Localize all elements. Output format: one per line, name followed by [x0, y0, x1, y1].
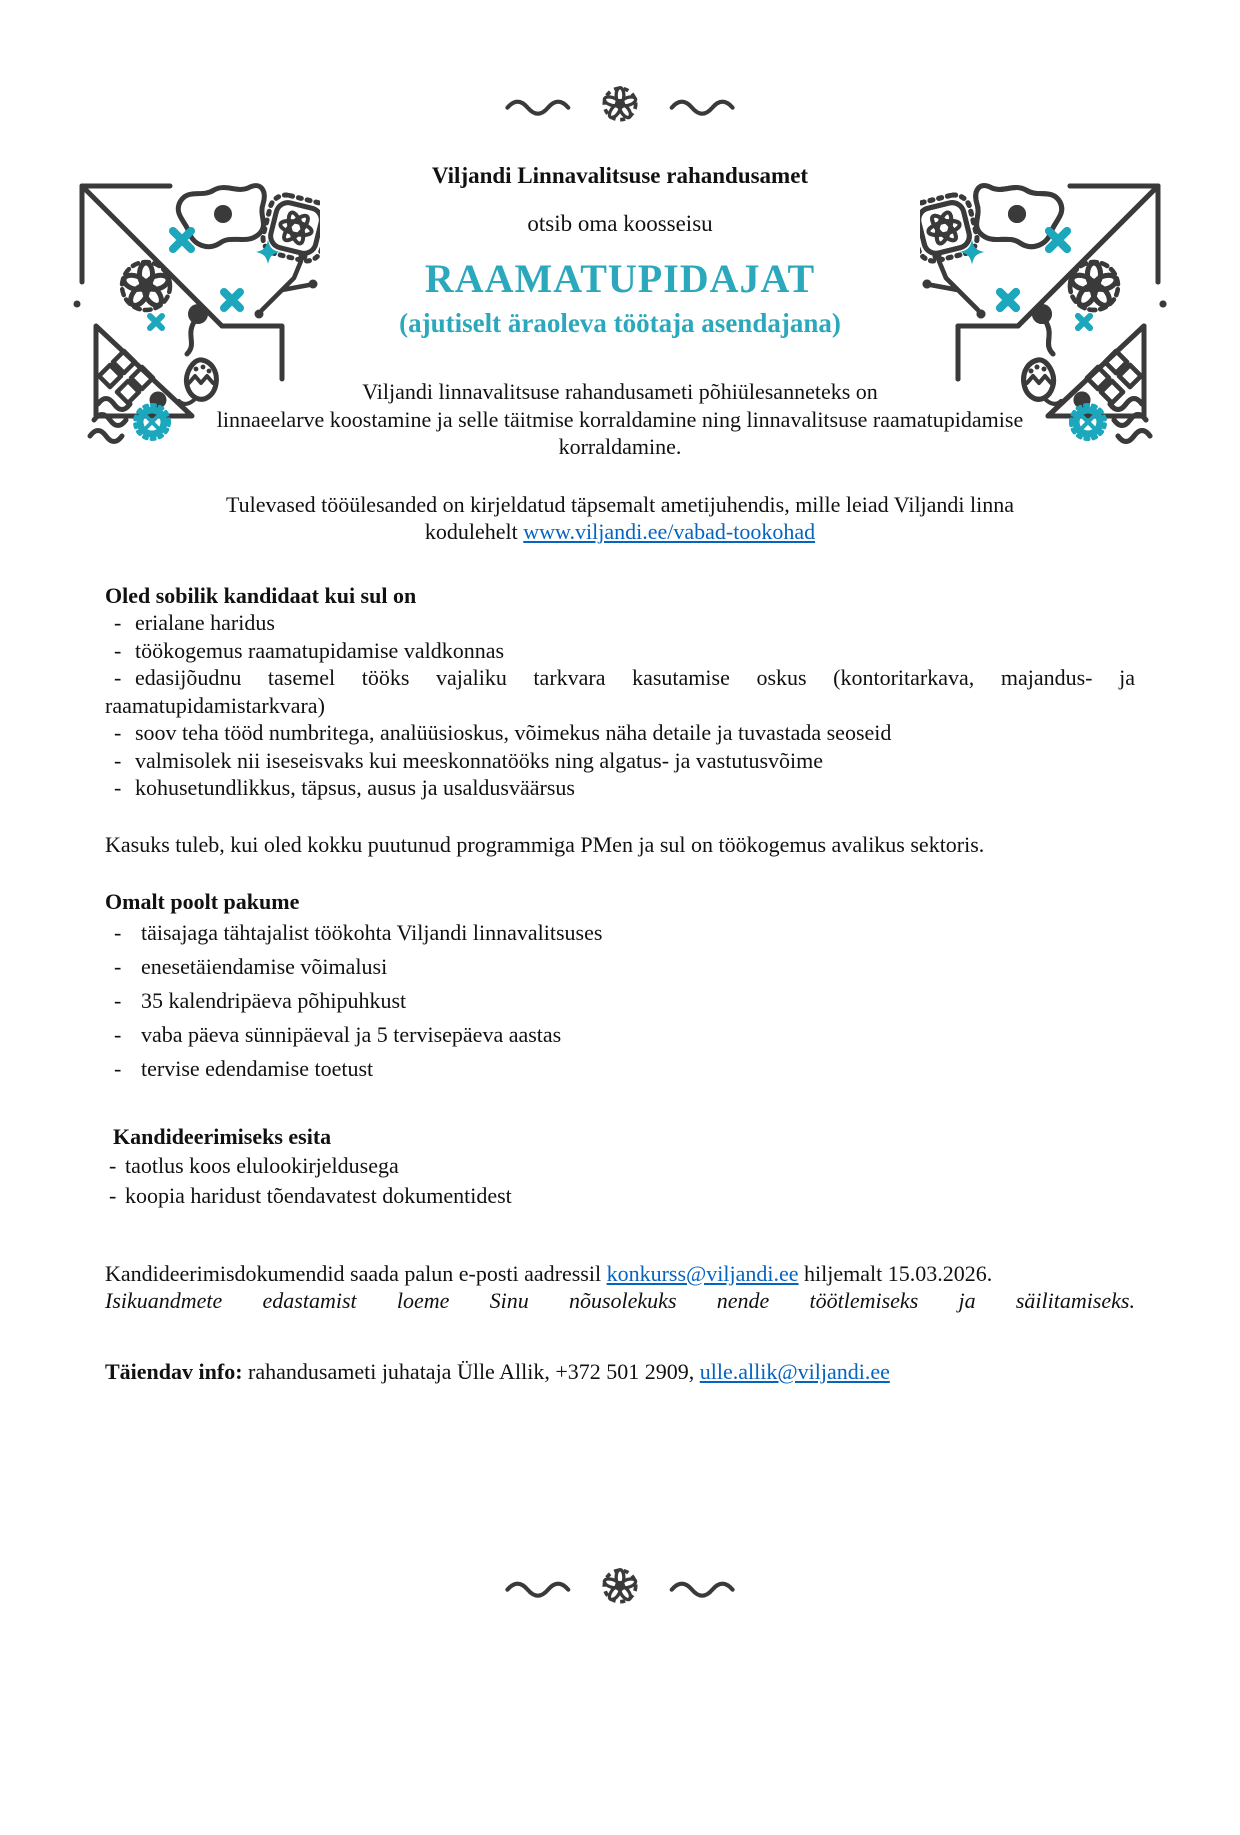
- divider-ornament-top-icon: [500, 82, 740, 126]
- dash-bullet: -: [114, 665, 122, 691]
- dash-bullet: -: [114, 1022, 122, 1048]
- comma-motif-icon: [187, 304, 208, 354]
- teal-gear-icon: [135, 405, 169, 439]
- list-item-text: 35 kalendripäeva põhipuhkust: [141, 987, 407, 1013]
- contact-info: [105, 1358, 1135, 1386]
- tasks-line2: [105, 518, 1135, 546]
- description-line: Viljandi linnavalitsuse rahandusameti põhiülesanneteks on: [362, 379, 878, 405]
- tasks-line2-text: kodulehelt: [424, 519, 524, 545]
- offer-list: [105, 916, 1135, 1086]
- dash-bullet: -: [114, 775, 122, 801]
- list-item-text: töökogemus raamatupidamise valdkonnas: [135, 637, 505, 663]
- list-item: [105, 747, 1135, 775]
- list-item: [105, 1052, 1135, 1086]
- bonus-note: Kasuks tuleb, kui oled kokku puutunud programmiga PMen ja sul on töökogemus avalikus sektoris.: [105, 831, 985, 857]
- list-item-text: edasijõudnu tasemel tööks vajaliku tarkvara kasutamise oskus (kontoritarkava, majandus- ja raamatupidamistarkvara): [105, 665, 1135, 718]
- contact-text: rahandusameti juhataja Ülle Allik, +372 501 2909,: [242, 1358, 700, 1384]
- contact-email-link[interactable]: ulle.allik@viljandi.ee: [699, 1358, 890, 1384]
- waves-icon: [90, 399, 130, 442]
- folk-corner-ornament-right-icon: [920, 164, 1170, 454]
- intro-line: otsib oma koosseisu: [527, 210, 713, 236]
- tasks-line1: Tulevased tööülesanded on kirjeldatud täpsemalt ametijuhendis, mille leiad Viljandi linna: [225, 491, 1015, 517]
- list-item-text: täisajaga tähtajalist töökohta Viljandi linnavalitsuses: [141, 919, 603, 945]
- dash-bullet: -: [114, 987, 122, 1013]
- application-send-block: [105, 1260, 1135, 1315]
- list-item: [105, 774, 1135, 802]
- list-item: [105, 1151, 1135, 1181]
- description-line: linnaeelarve koostamine ja selle täitmise korraldamine ning linnavalitsuse raamatupidamise: [216, 406, 1024, 432]
- dash-bullet: -: [114, 953, 122, 979]
- list-item: [105, 637, 1135, 665]
- application-heading: Kandideerimiseks esita: [113, 1124, 332, 1150]
- divider-ornament-bottom-icon: [500, 1564, 740, 1608]
- position-subtitle: (ajutiselt äraoleva töötaja asendajana): [399, 307, 841, 338]
- dash-bullet: -: [109, 1182, 117, 1208]
- send-text-after: hiljemalt 15.03.2026.: [798, 1260, 993, 1286]
- rosette-icon: [603, 1570, 636, 1602]
- list-item-text: vaba päeva sünnipäeval ja 5 tervisepäeva aastas: [141, 1022, 562, 1048]
- list-item-text: koopia haridust tõendavatest dokumentidest: [125, 1182, 512, 1208]
- list-item-text: enesetäiendamise võimalusi: [141, 953, 388, 979]
- list-item: [105, 984, 1135, 1018]
- application-list: [105, 1151, 1135, 1211]
- list-item: [105, 950, 1135, 984]
- list-item-text: taotlus koos elulookirjeldusega: [125, 1152, 399, 1178]
- privacy-note: Isikuandmete edastamist loeme Sinu nõusolekuks nende töötlemiseks ja säilitamiseks.: [105, 1288, 1135, 1314]
- dash-bullet: -: [114, 720, 122, 746]
- list-item: [105, 719, 1135, 747]
- list-item-text: kohusetundlikkus, täpsus, ausus ja usaldusväärsus: [135, 775, 575, 801]
- list-item-text: erialane haridus: [135, 610, 275, 636]
- dash-bullet: -: [114, 919, 122, 945]
- dash-bullet: -: [114, 610, 122, 636]
- wave-icon: [672, 1584, 733, 1596]
- vacancies-link[interactable]: www.viljandi.ee/vabad-tookohad: [523, 519, 816, 545]
- contact-label: Täiendav info:: [105, 1358, 243, 1384]
- list-item: [105, 916, 1135, 950]
- list-item: [105, 1018, 1135, 1052]
- requirements-heading: Oled sobilik kandidaat kui sul on: [105, 582, 417, 608]
- requirements-list: [105, 609, 1135, 802]
- rosette-icon: [603, 88, 636, 120]
- application-email-link[interactable]: konkurss@viljandi.ee: [606, 1260, 799, 1286]
- tasks-paragraph: [105, 491, 1135, 546]
- rosette-icon: [122, 262, 170, 310]
- dash-bullet: -: [114, 1056, 122, 1082]
- wave-icon: [672, 102, 733, 114]
- list-item-text: soov teha tööd numbritega, analüüsioskus, võimekus näha detaile ja tuvastada seoseid: [135, 720, 892, 746]
- wave-icon: [507, 1584, 568, 1596]
- offer-heading: Omalt poolt pakume: [105, 889, 300, 915]
- position-title: RAAMATUPIDAJAT: [424, 255, 816, 301]
- list-item: [105, 609, 1135, 637]
- dash-bullet: -: [114, 747, 122, 773]
- bud-motif-icon: [179, 360, 216, 404]
- send-instructions: [105, 1260, 1135, 1288]
- list-item: [105, 1181, 1135, 1211]
- send-text-before: Kandideerimisdokumendid saada palun e-posti aadressil: [105, 1260, 607, 1286]
- wave-icon: [507, 102, 568, 114]
- list-item-text: valmisolek nii iseseisvaks kui meeskonnatööks ning algatus- ja vastutusvõime: [135, 747, 824, 773]
- dash-bullet: -: [114, 637, 122, 663]
- folk-corner-ornament-left-icon: [70, 164, 320, 454]
- list-item-text: tervise edendamise toetust: [141, 1056, 374, 1082]
- dash-bullet: -: [109, 1152, 117, 1178]
- list-item: [105, 664, 1135, 719]
- description-line: korraldamine.: [558, 434, 682, 460]
- organization-name: Viljandi Linnavalitsuse rahandusamet: [431, 163, 809, 188]
